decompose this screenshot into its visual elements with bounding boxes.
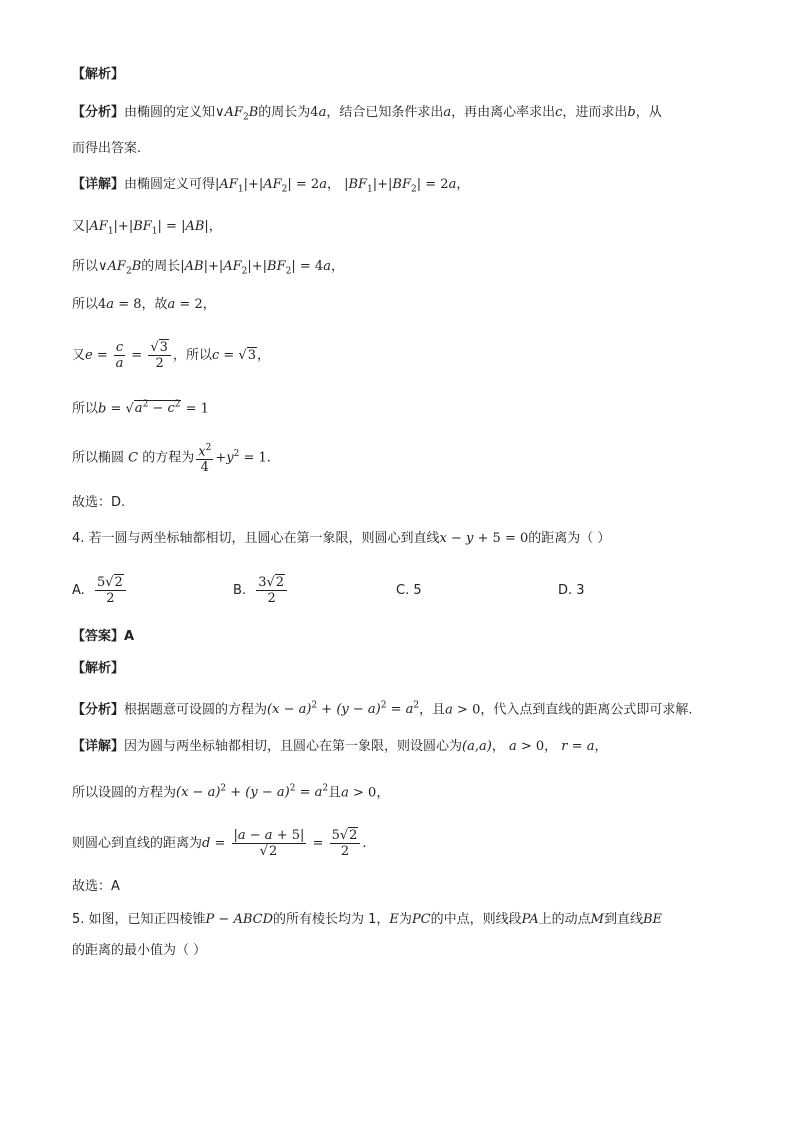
detail-line-2: 又$|AF_1|+|BF_1| = |AB|$， <box>72 219 222 237</box>
q4-jiexi-label: 【解析】 <box>72 661 125 676</box>
detail-line-5: 又e = $\frac{c}{a}$ = $\frac{√3}{2}$ ，所以c = √3， <box>72 340 270 371</box>
detail-line-4: 所以4a = 8，故a = 2， <box>72 297 216 312</box>
analysis-line-2: 而得出答案. <box>72 141 142 156</box>
q4-answer-select: 故选：A <box>72 879 120 894</box>
q4-analysis: 【分析】根据题意可设圆的方程为$(x - a)^2 + (y - a)^2 = a^2$，且a > 0，代入点到直线的距离公式即可求解. <box>72 701 693 718</box>
q4-option-b: B. $\frac{3√2}{2}$ <box>233 575 289 606</box>
q4-option-d: D. 3 <box>558 583 585 598</box>
analysis-line-1: 【分析】由椭圆的定义知$\vee AF_2B$的周长为4a，结合已知条件求出a，再由离心率求出c，进而求出b，从 <box>72 105 662 123</box>
q4-answer: 【答案】A <box>72 629 135 644</box>
detail-line-6: 所以$b = √a^2 - c^2 = 1$ <box>72 400 209 417</box>
q5-stem-line-2: 的距离的最小值为（ ） <box>72 943 207 958</box>
detail-line-1: 【详解】由椭圆定义可得$|AF_1|+|AF_2| = 2a$， $|BF_1|+|BF_2| = 2a$， <box>72 177 470 195</box>
q4-stem: 4. 若一圆与两坐标轴都相切，且圆心在第一象限，则圆心到直线x − y + 5 = 0的距离为（ ） <box>72 531 611 546</box>
q4-option-a: A. $\frac{5√2}{2}$ <box>72 575 128 606</box>
section3-answer: 故选：D. <box>72 495 126 510</box>
detail-line-7: 所以椭圆 C 的方程为 $\frac{x^2}{4}$ $+y^2 = 1$. <box>72 442 271 475</box>
q5-stem-line-1: 5. 如图，已知正四棱锥P − ABCD的所有棱长均为 1，E为PC的中点，则线段PA上的动点M到直线BE <box>72 912 662 927</box>
q4-detail-line-2: 所以设圆的方程为$(x - a)^2 + (y - a)^2 = a^2$且a > 0， <box>72 784 390 801</box>
q4-option-c: C. 5 <box>396 583 422 598</box>
q4-detail-line-3: 则圆心到直线的距离为d = $\frac{|a - a + 5|}{√2}$ = $\frac{5√2}{2}$ . <box>72 828 367 859</box>
jiexi-label: 【解析】 <box>72 67 125 82</box>
q4-detail-line-1: 【详解】因为圆与两坐标轴都相切，且圆心在第一象限，则设圆心为(a,a)， a > 0， r = a， <box>72 739 608 754</box>
detail-line-3: 所以$\vee AF_2B$的周长$|AB|+|AF_2|+|BF_2| = 4a$， <box>72 259 344 277</box>
